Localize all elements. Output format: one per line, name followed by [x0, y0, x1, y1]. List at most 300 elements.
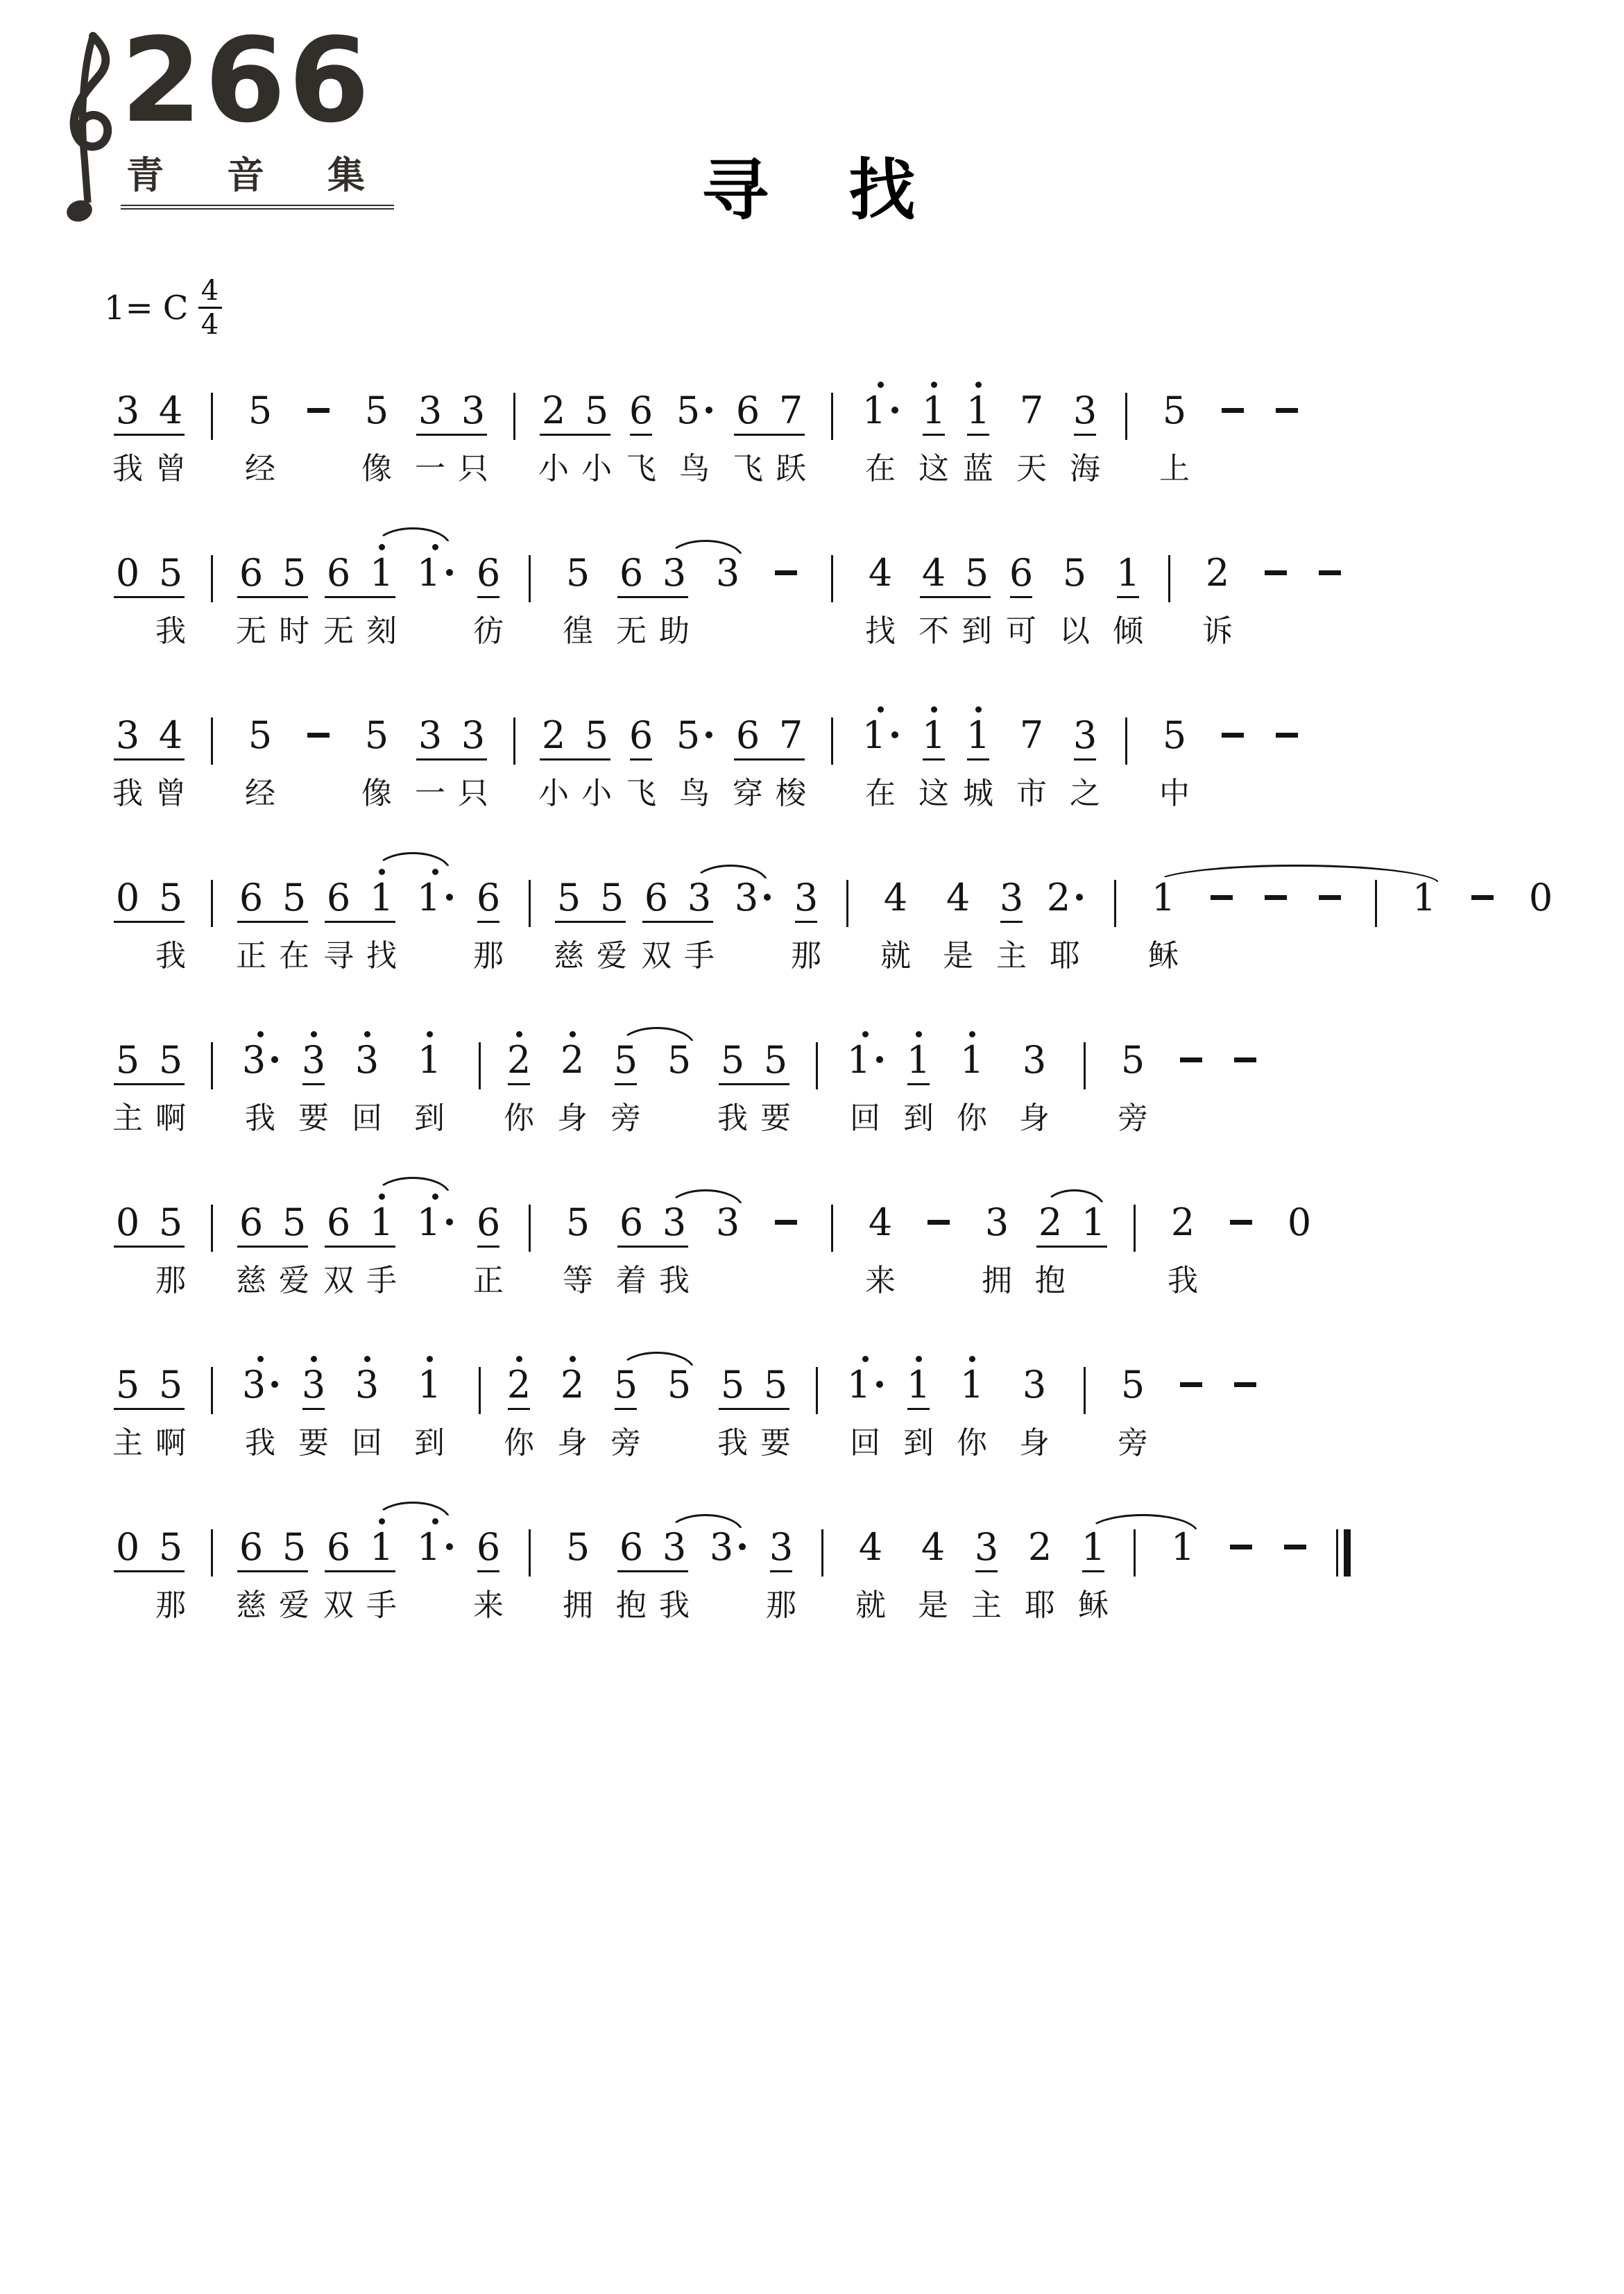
digit: 3	[984, 1200, 1009, 1244]
under-row	[320, 1567, 357, 1578]
digit: 3	[241, 1037, 266, 1082]
lyric-syllable: 不	[918, 614, 949, 648]
glyph-row	[594, 877, 630, 917]
glyph-row	[296, 390, 341, 430]
dash-stroke	[1234, 1057, 1256, 1062]
glyph-row	[1007, 1039, 1061, 1080]
lyric-syllable: 双	[641, 939, 672, 973]
digit: 1	[966, 388, 991, 432]
glyph-row	[320, 877, 357, 917]
digit: 5	[1120, 1362, 1145, 1407]
note-6	[1003, 537, 1039, 656]
notation-row	[110, 862, 1553, 981]
beam-underline	[114, 758, 185, 761]
digit: 3	[709, 1524, 734, 1569]
glyph-row	[730, 390, 766, 430]
under-row	[1032, 1242, 1068, 1253]
under-row	[758, 1404, 794, 1416]
digit: 6	[619, 1524, 644, 1569]
note-3	[340, 1024, 394, 1144]
digit: 5	[1162, 388, 1187, 432]
barline	[817, 375, 845, 441]
digit: 0	[115, 1200, 140, 1244]
octave-dot-icon	[257, 1356, 264, 1362]
beam-underline	[114, 921, 185, 923]
barline-stroke	[1375, 880, 1377, 927]
note-6	[623, 699, 659, 819]
duration-dash	[1222, 1349, 1268, 1468]
glyph-row	[638, 877, 674, 917]
digit: 5	[565, 550, 590, 595]
under-row	[276, 1567, 312, 1578]
note-7	[1005, 699, 1059, 819]
under-row	[715, 1080, 751, 1091]
lyric-syllable: 等	[563, 1264, 593, 1298]
glyph-row	[320, 1202, 357, 1242]
glyph-row	[110, 1362, 146, 1407]
under-row	[1168, 1080, 1214, 1091]
digit: 4	[883, 875, 908, 919]
under-row	[1007, 1404, 1061, 1416]
digit: 5	[556, 875, 581, 919]
under-row	[536, 755, 572, 766]
duration-dash	[1168, 1349, 1214, 1468]
dash-stroke	[775, 1220, 797, 1225]
digit: 4	[858, 1524, 883, 1569]
note-4	[906, 1511, 960, 1631]
note-5	[1106, 1349, 1160, 1468]
glyph-row	[276, 552, 312, 593]
dash-stroke	[1180, 1057, 1202, 1062]
glyph-row	[844, 1524, 898, 1569]
glyph-row	[1264, 715, 1310, 755]
under-row	[551, 1242, 605, 1253]
lyric-syllable: 飞	[626, 452, 656, 486]
digit: 0	[1528, 875, 1553, 919]
barline-stroke	[211, 1367, 213, 1414]
lyric-syllable: 鸟	[679, 776, 710, 810]
digit: 6	[629, 388, 653, 432]
digit: 1	[862, 388, 887, 432]
beam-underline	[237, 1246, 308, 1248]
digit: 5	[584, 713, 609, 757]
octave-dot-icon	[878, 382, 884, 388]
note-5	[1147, 375, 1202, 494]
note-3	[701, 1511, 755, 1631]
glyph-row	[1199, 877, 1245, 917]
barline-stroke	[1134, 1205, 1136, 1252]
lyric-syllable: 双	[323, 1264, 354, 1298]
glyph-row	[1147, 715, 1202, 755]
note-6	[470, 1511, 506, 1631]
under-row	[656, 593, 692, 604]
lyric-syllable: 啊	[155, 1426, 186, 1460]
lyric-syllable: 耶	[1050, 939, 1080, 973]
glyph-row	[1253, 552, 1299, 593]
beam-underline	[920, 596, 991, 598]
lyric-syllable: 旁	[1118, 1426, 1148, 1460]
dot-row	[1253, 537, 1299, 552]
note-3	[993, 862, 1029, 981]
lyric-syllable: 刻	[366, 614, 397, 648]
music-system	[110, 1349, 1553, 1468]
barline-stroke	[513, 717, 515, 765]
barline	[197, 537, 225, 604]
under-row	[1307, 593, 1353, 604]
digit: 5	[1120, 1037, 1145, 1082]
digit: 2	[560, 1037, 585, 1082]
barline-stroke	[816, 1367, 818, 1414]
lyric-syllable: 小	[538, 452, 569, 486]
octave-dot-icon	[257, 1031, 264, 1037]
glyph-row	[838, 1039, 892, 1080]
note-3	[1067, 375, 1103, 494]
duration-dash	[1210, 375, 1256, 494]
glyph-row	[233, 1362, 287, 1407]
under-row	[931, 917, 985, 928]
under-row	[350, 755, 404, 766]
digit: 0	[115, 1524, 140, 1569]
glyph-row	[900, 1039, 937, 1080]
barline	[197, 1187, 225, 1253]
note-1	[408, 1187, 462, 1306]
lyric-syllable: 鸟	[679, 452, 710, 486]
lyric-syllable: 主	[996, 939, 1027, 973]
under-row	[470, 917, 506, 928]
under-row	[412, 755, 448, 766]
lyric-syllable: 慈	[554, 939, 584, 973]
lyric-syllable: 主	[971, 1588, 1002, 1622]
notation-row	[110, 1511, 1553, 1631]
glyph-row	[701, 1524, 755, 1569]
barline	[515, 1187, 542, 1253]
beam-group	[730, 699, 809, 819]
digit: 3	[301, 1362, 326, 1407]
glyph-row	[350, 390, 404, 430]
note-3	[340, 1349, 394, 1468]
lyric-syllable: 彷	[473, 614, 504, 648]
under-row	[594, 917, 630, 928]
beam-group	[320, 862, 400, 981]
barline-stroke	[1125, 393, 1127, 440]
under-row	[110, 755, 146, 766]
under-row	[773, 755, 809, 766]
music-system	[110, 862, 1553, 981]
lyric-syllable: 海	[1070, 452, 1100, 486]
digit: 6	[629, 713, 653, 757]
octave-dot-icon	[432, 1518, 438, 1524]
octave-dot-icon	[916, 1356, 922, 1362]
glyph-row	[959, 552, 995, 593]
duration-underline	[630, 434, 651, 436]
lyric-syllable: 稣	[1078, 1588, 1109, 1622]
barline-stroke	[1134, 1529, 1136, 1577]
beam-group	[110, 1024, 189, 1144]
digit: 5	[364, 713, 389, 757]
lyric-syllable: 时	[279, 614, 309, 648]
note-5	[233, 699, 287, 819]
glyph-row	[1272, 1527, 1318, 1567]
glyph-row	[608, 1039, 644, 1080]
note-5	[350, 375, 404, 494]
digit: 1	[1081, 1524, 1106, 1569]
glyph-row	[931, 877, 985, 917]
lyric-syllable: 我	[245, 1426, 275, 1460]
note-3	[296, 1024, 332, 1144]
dot-row	[1272, 1511, 1318, 1527]
beam-group	[551, 862, 630, 981]
note-2	[501, 1024, 537, 1144]
under-row	[153, 430, 189, 441]
note-1	[945, 1349, 999, 1468]
under-row	[320, 1242, 357, 1253]
under-row	[110, 1404, 146, 1416]
note-6	[470, 537, 506, 656]
digit: 5	[599, 875, 624, 919]
lyric-syllable: 回	[352, 1426, 382, 1460]
glyph-row	[608, 1362, 644, 1407]
barline	[1111, 375, 1139, 441]
lyric-syllable: 要	[760, 1426, 791, 1460]
dot-row	[763, 537, 809, 552]
lyric-syllable: 要	[298, 1426, 329, 1460]
beam-underline	[617, 1246, 688, 1248]
meter-upper: 4	[200, 275, 219, 307]
glyph-row	[233, 1039, 287, 1080]
under-row	[945, 1080, 999, 1091]
barline-stroke	[821, 1529, 823, 1577]
under-row	[1218, 1567, 1264, 1578]
glyph-row	[1307, 552, 1353, 593]
under-row	[1199, 917, 1245, 928]
note-3	[701, 537, 755, 656]
duration-underline	[508, 1408, 529, 1410]
lyric-syllable: 你	[504, 1426, 534, 1460]
under-row	[1106, 1080, 1160, 1091]
octave-dot-icon	[975, 706, 982, 713]
note-1	[402, 1024, 456, 1144]
glyph-row	[916, 715, 952, 755]
duration-dash	[1264, 375, 1310, 494]
lyric-syllable: 到	[414, 1426, 445, 1460]
note-2	[1156, 1187, 1210, 1306]
glyph-row	[340, 1039, 394, 1080]
lyric-syllable: 旁	[610, 1101, 641, 1135]
under-row	[296, 755, 341, 766]
digit: 5	[248, 713, 273, 757]
beam-group	[412, 375, 491, 494]
under-row	[551, 593, 605, 604]
under-row	[763, 1242, 809, 1253]
octave-dot-icon	[379, 1518, 385, 1524]
duration-underline	[615, 1408, 636, 1410]
digit: 3	[999, 875, 1024, 919]
octave-dot-icon	[975, 382, 982, 388]
beam-group	[1032, 1187, 1111, 1306]
music-system	[110, 1024, 1553, 1144]
notation-row	[110, 1187, 1553, 1306]
beam-underline	[617, 596, 688, 598]
digit: 2	[541, 388, 566, 432]
under-row	[1190, 593, 1245, 604]
barline-stroke	[211, 717, 213, 765]
under-row	[1067, 755, 1103, 766]
augmentation-dot-icon	[271, 1381, 278, 1388]
digit: 6	[644, 875, 669, 919]
under-row	[320, 917, 357, 928]
under-row	[1272, 1242, 1326, 1253]
under-row	[364, 593, 400, 604]
beam-group	[715, 1024, 794, 1144]
glyph-row	[1048, 552, 1102, 593]
note-3	[296, 1349, 332, 1468]
beam-group	[233, 537, 312, 656]
digit: 5	[115, 1362, 140, 1407]
glyph-row	[656, 552, 692, 593]
beam-underline	[325, 596, 395, 598]
barline-stroke	[1114, 880, 1116, 927]
beam-underline	[237, 921, 308, 923]
note-0	[1514, 862, 1568, 981]
note-3	[233, 1024, 287, 1144]
under-row	[652, 1404, 706, 1416]
under-row	[1067, 430, 1103, 441]
note-5	[1106, 1024, 1160, 1144]
note-1	[838, 1349, 892, 1468]
lyric-syllable: 像	[361, 776, 392, 810]
digit: 3	[662, 550, 687, 595]
barline-stroke	[211, 555, 213, 602]
lyric-syllable: 拥	[563, 1588, 593, 1622]
under-row	[276, 917, 312, 928]
lyric-syllable: 抱	[1035, 1264, 1066, 1298]
lyric-syllable: 旁	[610, 1426, 641, 1460]
augmentation-dot-icon	[446, 569, 453, 576]
beam-group	[110, 862, 189, 981]
under-row	[412, 430, 448, 441]
digit: 3	[461, 388, 486, 432]
note-0	[1272, 1187, 1326, 1306]
under-row	[613, 593, 649, 604]
glyph-row	[970, 1202, 1024, 1242]
note-1	[1156, 1511, 1210, 1631]
digit: 6	[735, 388, 760, 432]
lyric-syllable: 回	[850, 1101, 880, 1135]
duration-dash	[763, 1187, 809, 1306]
note-5	[551, 1187, 605, 1306]
dash-stroke	[1276, 408, 1298, 413]
duration-underline	[975, 1570, 997, 1572]
barline-stroke	[831, 1205, 833, 1252]
beam-underline	[325, 1570, 395, 1572]
under-row	[153, 1242, 189, 1253]
octave-dot-icon	[311, 1356, 317, 1362]
digit: 6	[619, 1200, 644, 1244]
lyric-syllable: 经	[245, 776, 275, 810]
note-1	[1136, 862, 1190, 981]
digit: 2	[506, 1037, 531, 1082]
under-row	[1253, 593, 1299, 604]
digit: 3	[734, 875, 759, 919]
lyric-syllable: 啊	[155, 1101, 186, 1135]
lyric-syllable: 慈	[236, 1264, 266, 1298]
digit: 7	[1019, 713, 1044, 757]
duration-dash	[1253, 862, 1299, 981]
lyric-syllable: 我	[155, 614, 186, 648]
glyph-row	[1210, 715, 1256, 755]
octave-dot-icon	[364, 1356, 370, 1362]
digit: 5	[158, 550, 183, 595]
note-3	[1007, 1024, 1061, 1144]
under-row	[320, 593, 357, 604]
dot-row	[1460, 862, 1505, 877]
under-row	[730, 430, 766, 441]
under-row	[788, 917, 824, 928]
glyph-row	[551, 552, 605, 593]
note-1	[1075, 1511, 1111, 1631]
under-row	[1156, 1242, 1210, 1253]
lyric-syllable: 穿	[733, 776, 763, 810]
digit: 5	[964, 550, 989, 595]
under-row	[110, 430, 146, 441]
glyph-row	[153, 1039, 189, 1080]
digit: 5	[158, 1524, 183, 1569]
glyph-row	[296, 1362, 332, 1407]
glyph-row	[667, 390, 721, 430]
barline-stroke	[1168, 555, 1170, 602]
note-5	[551, 1511, 605, 1631]
glyph-row	[551, 877, 587, 917]
beam-group	[320, 1511, 400, 1631]
under-row	[906, 1567, 960, 1578]
duration-dash	[1264, 699, 1310, 819]
glyph-row	[402, 1039, 456, 1080]
under-row	[667, 755, 721, 766]
beam-underline	[416, 758, 487, 761]
note-5	[667, 375, 721, 494]
final-barline	[1326, 1511, 1360, 1578]
lyric-syllable: 来	[865, 1264, 896, 1298]
meter-fraction	[198, 276, 222, 339]
digit: 6	[239, 875, 264, 919]
digit: 6	[326, 550, 351, 595]
lyric-syllable: 曾	[155, 776, 186, 810]
digit: 1	[862, 713, 887, 757]
lyric-syllable: 市	[1016, 776, 1047, 810]
digit: 5	[115, 1037, 140, 1082]
lyric-syllable: 正	[236, 939, 266, 973]
note-3	[763, 1511, 799, 1631]
under-row	[638, 917, 674, 928]
music-system	[110, 1511, 1553, 1631]
octave-dot-icon	[916, 1031, 922, 1037]
note-6	[470, 1187, 506, 1306]
digit: 5	[282, 1524, 307, 1569]
barline	[1154, 537, 1182, 604]
under-row	[153, 755, 189, 766]
glyph-row	[350, 715, 404, 755]
note-1	[1397, 862, 1451, 981]
digit: 1	[846, 1362, 871, 1407]
octave-dot-icon	[432, 1193, 438, 1200]
under-row	[233, 917, 269, 928]
note-4	[931, 862, 985, 981]
glyph-row	[788, 877, 824, 917]
under-row	[153, 1080, 189, 1091]
lyric-syllable: 中	[1159, 776, 1190, 810]
beam-group	[110, 699, 189, 819]
barline	[817, 537, 845, 604]
